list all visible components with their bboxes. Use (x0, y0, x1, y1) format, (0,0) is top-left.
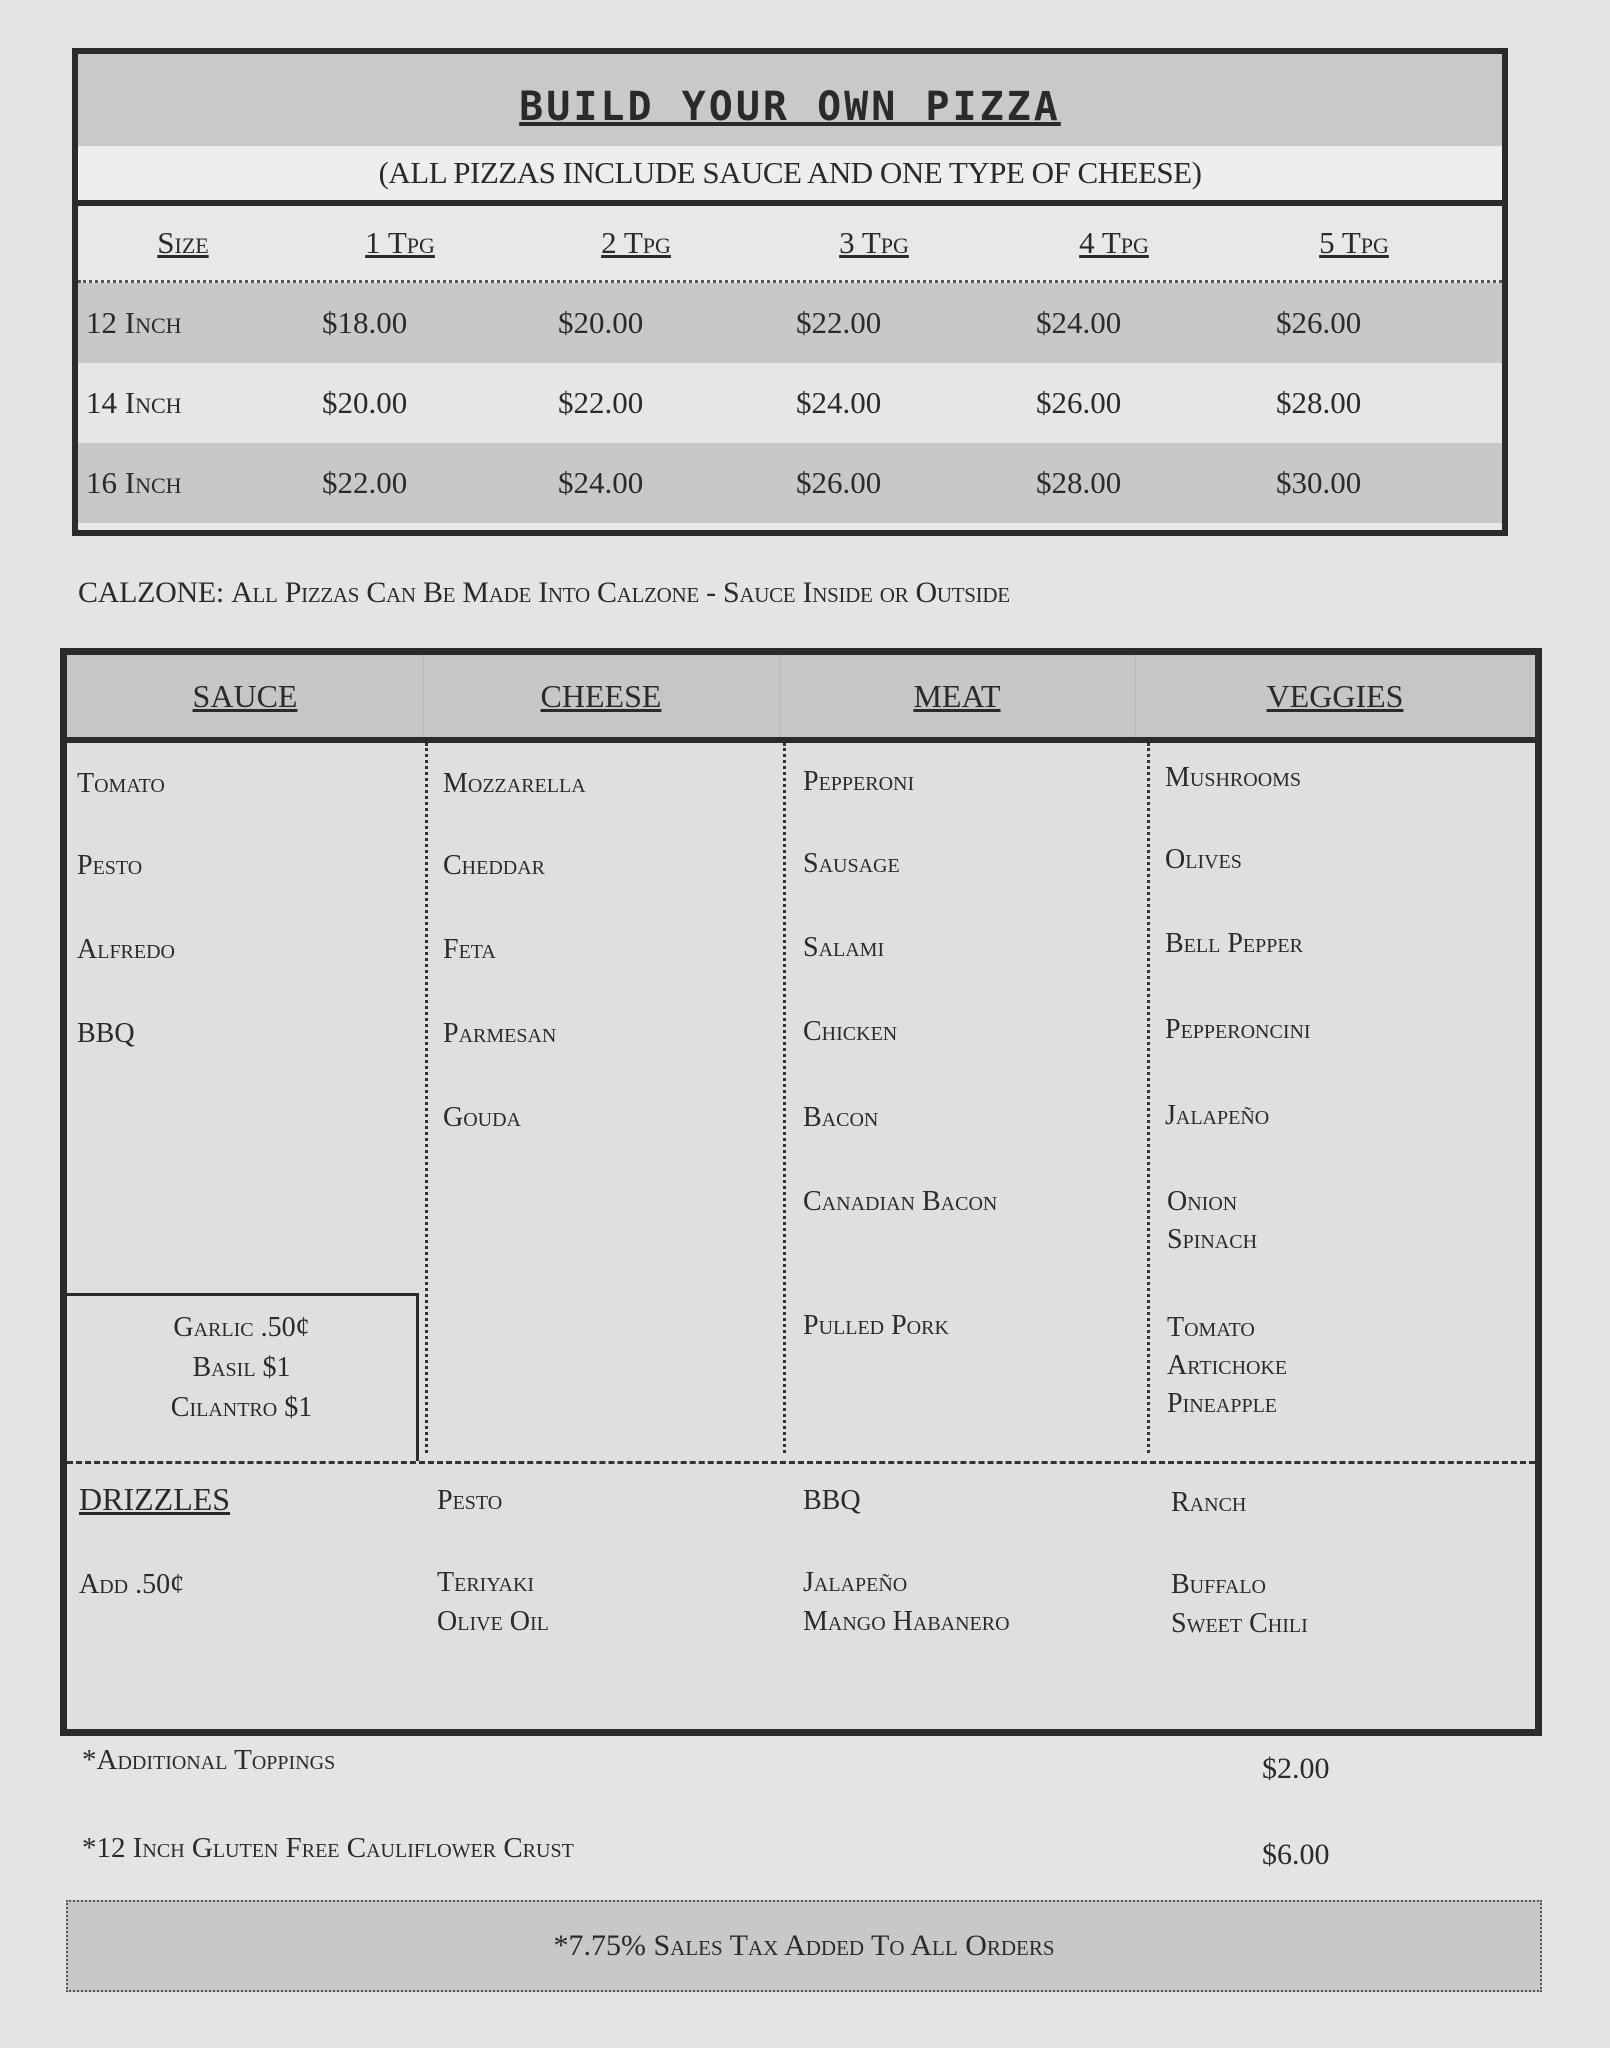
sauce-item: BBQ (77, 1018, 135, 1049)
veggie-item: Bell Pepper (1165, 928, 1303, 959)
column-divider (783, 743, 786, 1453)
toppings-header (67, 655, 1535, 743)
price-row-12 (78, 283, 1502, 363)
sauce-item: Tomato (77, 768, 165, 799)
veggie-item: Pepperoncini (1165, 1014, 1311, 1045)
meat-item: Pepperoni (803, 766, 915, 797)
drizzle-item: Sweet Chili (1171, 1608, 1308, 1640)
gluten-free-label: *12 Inch Gluten Free Cauliflower Crust (82, 1832, 574, 1864)
sauce-item: Pesto (77, 850, 143, 881)
price-cell: $22.00 (796, 305, 882, 340)
price-table (72, 48, 1508, 536)
veggie-item: Jalapeño (1165, 1100, 1270, 1131)
column-divider (1147, 743, 1150, 1453)
price-cell: $28.00 (1276, 385, 1362, 420)
price-cell: $22.00 (558, 385, 644, 420)
sauce-extras (67, 1293, 419, 1461)
calzone-text: All Pizzas Can Be Made Into Calzone - Sauce Inside or Outside (231, 576, 1010, 609)
category-meat: MEAT (913, 677, 1001, 714)
drizzle-item: Olive Oil (437, 1606, 549, 1638)
veggie-item: Olives (1165, 844, 1242, 875)
price-cell: $26.00 (796, 465, 882, 500)
price-table-subtitle: (ALL PIZZAS INCLUDE SAUCE AND ONE TYPE OF CHEESE) (378, 155, 1202, 190)
price-cell: $20.00 (558, 305, 644, 340)
additional-toppings-price: $2.00 (1262, 1752, 1330, 1785)
toppings-table (60, 648, 1542, 1736)
header-4-topping: 4 Tpg (1079, 225, 1149, 260)
cheese-item: Parmesan (443, 1018, 557, 1049)
veggie-group (1167, 1309, 1287, 1422)
gluten-free-price: $6.00 (1262, 1838, 1330, 1871)
veggie-group (1167, 1183, 1257, 1259)
drizzle-price: Add .50¢ (79, 1569, 185, 1600)
drizzle-item: Ranch (1171, 1487, 1247, 1518)
drizzle-group (1171, 1565, 1308, 1643)
veggie-item: Pineapple (1167, 1387, 1278, 1419)
column-divider (425, 743, 428, 1453)
price-cell: $26.00 (1036, 385, 1122, 420)
additional-toppings-label: *Additional Toppings (82, 1744, 336, 1776)
meat-item: Pulled Pork (803, 1310, 949, 1341)
category-cheese: CHEESE (540, 677, 662, 714)
calzone-label: CALZONE: (78, 576, 224, 609)
drizzle-group (437, 1563, 549, 1641)
price-row-14 (78, 363, 1502, 443)
meat-item: Chicken (803, 1016, 898, 1047)
meat-item: Sausage (803, 848, 900, 879)
cheese-item: Mozzarella (443, 768, 586, 799)
row-size: 14 Inch (86, 385, 182, 420)
drizzle-divider (67, 1461, 1535, 1464)
row-size: 12 Inch (86, 305, 182, 340)
drizzle-item: Jalapeño (803, 1567, 908, 1598)
calzone-note (78, 576, 1010, 610)
veggie-item: Tomato (1167, 1312, 1255, 1343)
veggie-item: Onion (1167, 1186, 1238, 1217)
veggie-item: Spinach (1167, 1223, 1258, 1255)
header-size: Size (157, 225, 209, 260)
drizzles-title: DRIZZLES (79, 1481, 231, 1517)
meat-item: Bacon (803, 1102, 879, 1133)
row-size: 16 Inch (86, 465, 182, 500)
drizzle-item: Mango Habanero (803, 1606, 1010, 1638)
extra-item: Basil $1 (192, 1352, 291, 1383)
cheese-item: Feta (443, 934, 496, 965)
sales-tax-note: *7.75% Sales Tax Added To All Orders (553, 1929, 1055, 1962)
category-veggies: VEGGIES (1266, 677, 1404, 714)
drizzle-item: Pesto (437, 1485, 503, 1516)
drizzle-item: Teriyaki (437, 1567, 535, 1598)
price-header-row (78, 206, 1502, 283)
drizzle-group (803, 1563, 1010, 1641)
price-row-16 (78, 443, 1502, 523)
price-cell: $20.00 (322, 385, 408, 420)
extra-item: Cilantro $1 (170, 1392, 313, 1423)
header-3-topping: 3 Tpg (839, 225, 909, 260)
extra-item: Garlic .50¢ (173, 1312, 310, 1343)
price-cell: $28.00 (1036, 465, 1122, 500)
price-cell: $24.00 (558, 465, 644, 500)
meat-item: Canadian Bacon (803, 1186, 998, 1217)
price-cell: $24.00 (796, 385, 882, 420)
veggie-item: Artichoke (1167, 1349, 1288, 1381)
meat-item: Salami (803, 932, 885, 963)
cheese-item: Cheddar (443, 850, 546, 881)
header-1-topping: 1 Tpg (365, 225, 435, 260)
page-title: BUILD YOUR OWN PIZZA (519, 84, 1061, 130)
price-cell: $18.00 (322, 305, 408, 340)
price-cell: $26.00 (1276, 305, 1362, 340)
sales-tax-banner (66, 1900, 1542, 1992)
price-cell: $30.00 (1276, 465, 1362, 500)
sauce-item: Alfredo (77, 934, 176, 965)
price-cell: $22.00 (322, 465, 408, 500)
drizzle-item: BBQ (803, 1485, 861, 1516)
header-5-topping: 5 Tpg (1319, 225, 1389, 260)
drizzle-item: Buffalo (1171, 1569, 1266, 1600)
price-cell: $24.00 (1036, 305, 1122, 340)
header-2-topping: 2 Tpg (601, 225, 671, 260)
category-sauce: SAUCE (192, 677, 298, 714)
cheese-item: Gouda (443, 1102, 521, 1133)
veggie-item: Mushrooms (1165, 762, 1302, 793)
